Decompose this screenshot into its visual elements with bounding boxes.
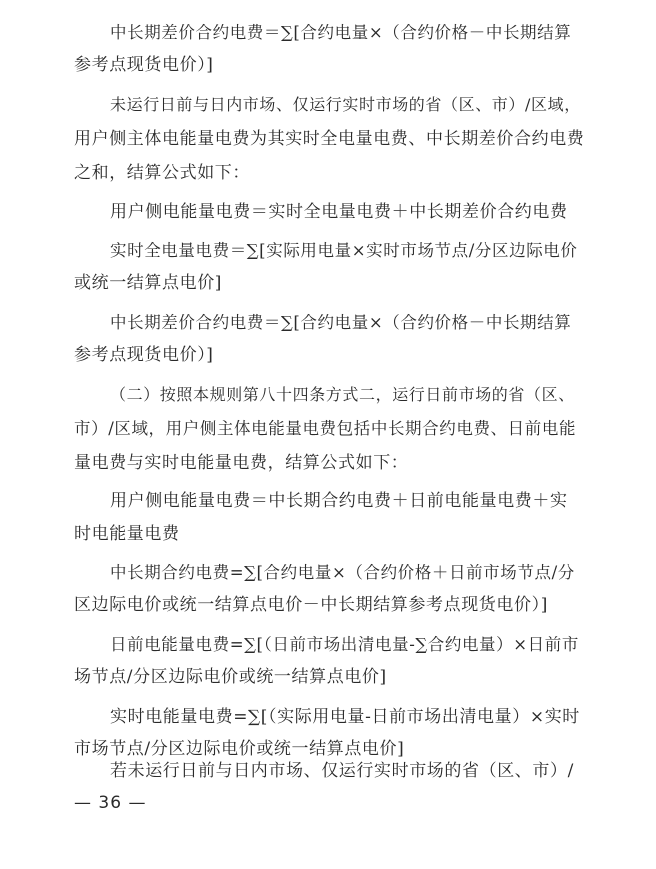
text-line: （二）按照本规则第八十四条方式二，运行日前市场的省（区、 [110, 385, 575, 404]
text-line: 中长期差价合约电费＝∑[合约电量×（合约价格－中长期结算 [110, 23, 572, 42]
text-line: 用户侧电能量电费＝中长期合约电费＋日前电能量电费＋实 [110, 491, 568, 511]
text-line: 未运行日前与日内市场、仅运行实时市场的省（区、市）/区域， [110, 95, 581, 114]
text-line: 之和，结算公式如下： [74, 163, 250, 183]
text-line: 若未运行日前与日内市场、仅运行实时市场的省（区、市）/ [110, 761, 574, 781]
text-line: 参考点现货电价）] [74, 345, 214, 365]
text-line: 市）/区域，用户侧主体电能量电费包括中长期合约电费、日前电能 [74, 419, 577, 438]
text-line: 实时电能量电费=∑[（实际用电量-日前市场出清电量）×实时 [110, 707, 580, 727]
text-line: 量电费与实时电能量电费，结算公式如下： [74, 453, 409, 473]
text-line: 参考点现货电价）] [74, 55, 214, 75]
text-line: 中长期合约电费=∑[合约电量×（合约价格＋日前市场节点/分 [110, 563, 575, 582]
text-line: 时电能量电费 [74, 524, 180, 544]
text-line: 场节点/分区边际电价或统一结算点电价] [74, 667, 387, 687]
text-line: 区边际电价或统一结算点电价－中长期结算参考点现货电价）] [74, 595, 548, 615]
text-line: 实时全电量电费＝∑[实际用电量×实时市场节点/分区边际电价 [110, 241, 578, 260]
text-line: 中长期差价合约电费＝∑[合约电量×（合约价格－中长期结算 [110, 313, 572, 332]
text-line: 用户侧主体电能量电费为其实时全电量电费、中长期差价合约电费 [74, 129, 584, 149]
text-line: 市场节点/分区边际电价或统一结算点电价] [74, 739, 405, 759]
text-line: 或统一结算点电价] [74, 273, 223, 293]
page-number: — 36 — [74, 793, 147, 813]
text-line: 用户侧电能量电费＝实时全电量电费＋中长期差价合约电费 [110, 202, 568, 222]
text-line: 日前电能量电费=∑[（日前市场出清电量-∑合约电量）×日前市 [110, 635, 579, 654]
